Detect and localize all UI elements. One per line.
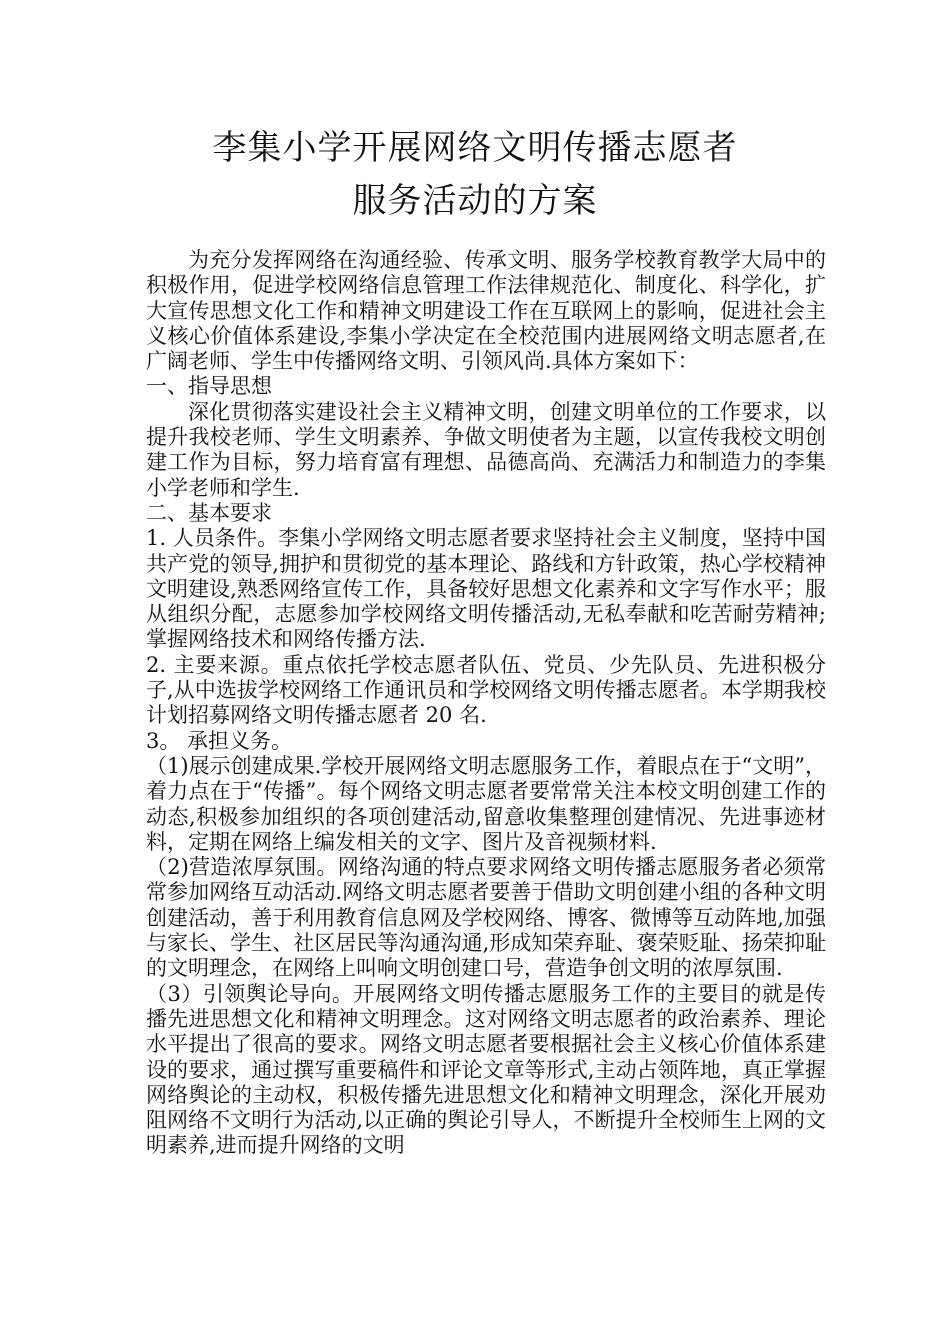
section-heading-guiding-thought: 一、指导思想 <box>146 374 272 399</box>
requirement-personnel-conditions: 1. 人员条件。李集小学网络文明志愿者要求坚持社会主义制度，坚持中国共产党的领导,拥护和贯彻党的基本理论、路线和方针政策，热心学校精神文明建设,熟悉网络宣传工作，具备较好思想文化素养和文字写作水平；服从组织分配，志愿参加学校网络文明传播活动,无私奉献和吃苦耐劳精神;掌握网络技术和网络传播方法. <box>146 526 826 652</box>
intro-paragraph: 为充分发挥网络在沟通经验、传承文明、服务学校教育教学大局中的积极作用，促进学校网络信息管理工作法律规范化、制度化、科学化，扩大宣传思想文化工作和精神文明建设工作在互联网上的影响，促进社会主义核心价值体系建设,李集小学决定在全校范围内进展网络文明志愿者,在广阔老师、学生中传播网络文明、引领风尚.具体方案如下： <box>146 248 826 374</box>
document-title-line-2: 服务活动的方案 <box>352 181 598 221</box>
requirement-main-sources: 2. 主要来源。重点依托学校志愿者队伍、党员、少先队员、先进积极分子,从中选拔学校网络工作通讯员和学校网络文明传播志愿者。本学期我校计划招募网络文明传播志愿者 20 名. <box>146 652 826 728</box>
section-heading-basic-requirements: 二、基本要求 <box>146 500 272 525</box>
obligation-create-atmosphere: （2)营造浓厚氛围。网络沟通的特点要求网络文明传播志愿服务者必须常常参加网络互动活动.网络文明志愿者要善于借助文明创建小组的各种文明创建活动，善于利用教育信息网及学校网络、博客、微博等互动阵地,加强与家长、学生、社区居民等沟通沟通,形成知荣弃耻、褒荣贬耻、扬荣抑耻的文明理念，在网络上叫响文明创建口号，营造争创文明的浓厚氛围. <box>146 855 826 981</box>
document-title-line-1: 李集小学开展网络文明传播志愿者 <box>212 128 738 168</box>
document-body <box>146 248 826 1159</box>
requirement-obligations-heading: 3。 承担义务。 <box>146 728 293 753</box>
obligation-showcase-results: （1)展示创建成果.学校开展网络文明志愿服务工作，着眼点在于“文明”，着力点在于“传播”。每个网络文明志愿者要常常关注本校文明创建工作的动态,积极参加组织的各项创建活动,留意收集整理创建情况、先进事迹材料，定期在网络上编发相关的文字、图片及音视频材料. <box>146 753 826 854</box>
obligation-guide-opinion: （3）引领舆论导向。开展网络文明传播志愿服务工作的主要目的就是传播先进思想文化和精神文明理念。这对网络文明志愿者的政治素养、理论水平提出了很高的要求。网络文明志愿者要根据社会主义核心价值体系建设的要求，通过撰写重要稿件和评论文章等形式,主动占领阵地，真正掌握网络舆论的主动权，积极传播先进思想文化和精神文明理念，深化开展劝阻网络不文明行为活动,以正确的舆论引导人，不断提升全校师生上网的文明素养,进而提升网络的文明 <box>146 981 826 1158</box>
guiding-thought-paragraph: 深化贯彻落实建设社会主义精神文明，创建文明单位的工作要求，以提升我校老师、学生文明素养、争做文明使者为主题，以宣传我校文明创建工作为目标，努力培育富有理想、品德高尚、充满活力和制造力的李集小学老师和学生. <box>146 399 826 500</box>
